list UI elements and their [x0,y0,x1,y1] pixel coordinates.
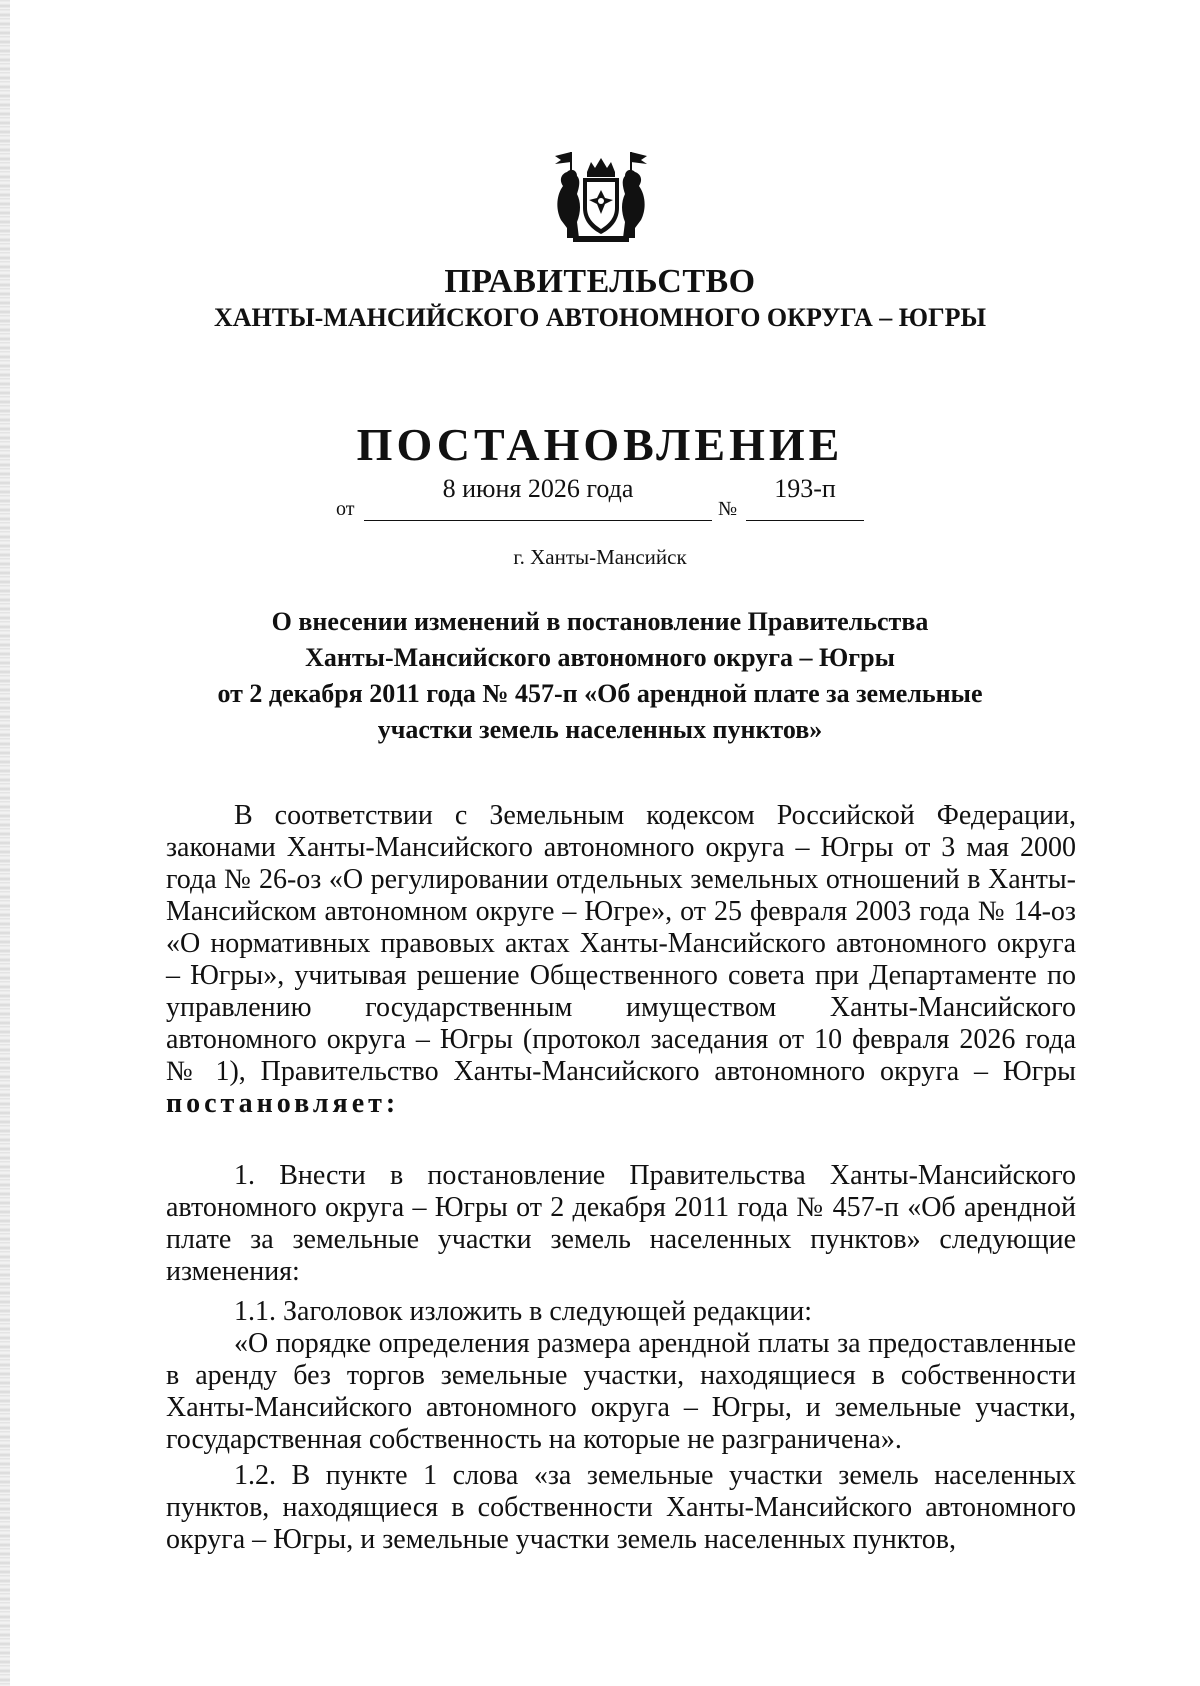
item-1-1-quote-paragraph [166,1328,1076,1456]
item-1-2-paragraph [166,1460,1076,1556]
org-name: ПРАВИТЕЛЬСТВО [444,263,756,300]
item-1-1: 1.1. Заголовок изложить в следующей редакции: [234,1296,813,1327]
number-prefix: № [718,498,738,520]
item-1: 1. Внести в постановление Правительства Ханты-Мансийского автономного округа – Югры от 2 декабря 2011 года № 457-п «Об арендной плате за земельные участки земель населенных пунктов» следующие изменения: [166,1160,1076,1287]
title-line: участки земель населенных пунктов» [377,715,823,744]
date-prefix: от [336,498,355,520]
preamble-text: В соответствии с Земельным кодексом Российской Федерации, законами Ханты-Мансийского автономного округа – Югры от 3 мая 2000 года № 26-оз «О регулировании отдельных земельных отношений в Ханты-Мансийском автономном округе – Югре», от 25 февраля 2003 года № 14-оз «О нормативных правовых актах Ханты-Мансийского автономного округа – Югры», учитывая решение Общественного совета при Департаменте по управлению государственным имуществом Ханты-Мансийского автономного округа – Югры (протокол заседания от 10 февраля 2026 года № 1), Правительство Ханты-Мансийского автономного округа – Югры [166,800,1076,1087]
document-type: ПОСТАНОВЛЕНИЕ [356,419,844,470]
coat-of-arms-icon [547,150,655,244]
preamble-paragraph [166,800,1076,1120]
scan-edge [0,0,10,1686]
preamble [166,800,1076,1120]
document-title [160,604,1040,748]
date-underline [364,520,712,521]
decree-word: постановляет: [166,1088,400,1119]
date-number-row [0,470,1200,530]
item-1-1-quote: «О порядке определения размера арендной платы за предоставленные в аренду без торгов земельные участки, находящиеся в собственности Ханты-Мансийского автономного округа – Югры, и земельные участки, государственная собственность на которые не разграничена». [166,1328,1076,1455]
title-line: Ханты-Мансийского автономного округа – Югры [305,643,895,672]
city: г. Ханты-Мансийск [513,545,687,569]
title-line: от 2 декабря 2011 года № 457-п «Об арендной плате за земельные [217,679,983,708]
title-line: О внесении изменений в постановление Правительства [271,607,929,636]
item-1-paragraph [166,1160,1076,1288]
document-date: 8 июня 2026 года [442,474,634,503]
document-number: 193-п [774,474,836,503]
item-1-1-paragraph [166,1296,1076,1328]
item-1-2: 1.2. В пункте 1 слова «за земельные участки земель населенных пунктов, находящиеся в собственности Ханты-Мансийского автономного округа – Югры, и земельные участки земель населенных пунктов, [166,1460,1076,1555]
number-underline [746,520,864,521]
org-region: ХАНТЫ-МАНСИЙСКОГО АВТОНОМНОГО ОКРУГА – ЮГРЫ [213,303,987,332]
